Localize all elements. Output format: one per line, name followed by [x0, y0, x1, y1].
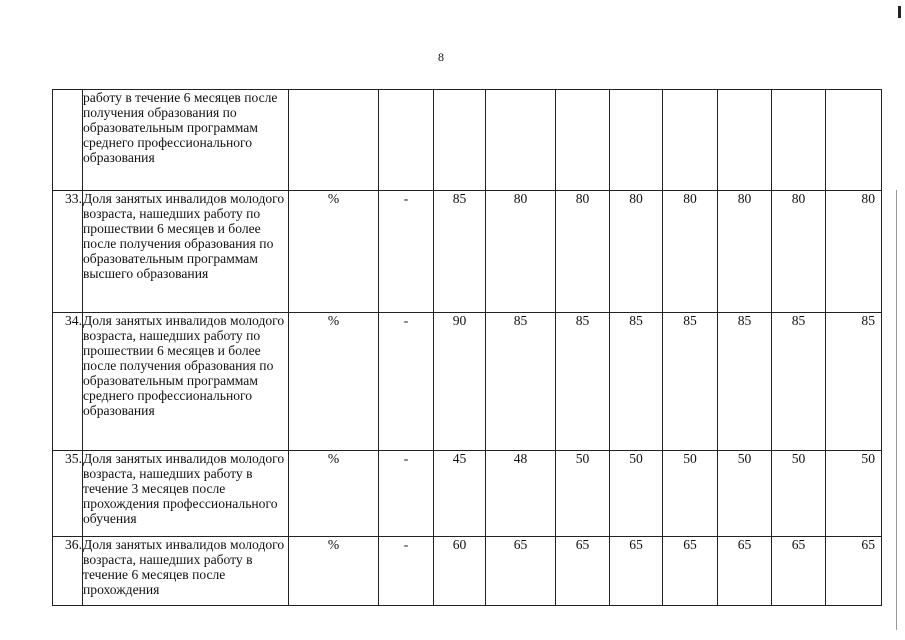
value-cell: 80: [772, 191, 826, 313]
value-cell: 85: [434, 191, 486, 313]
value-cell: 80: [556, 191, 610, 313]
value-cell: 85: [486, 313, 556, 451]
indicator-name: Доля занятых инвалидов молодого возраста, нашедших работу по прошествии 6 месяцев и более после получения образования по образовательным программам среднего профессионального образования: [83, 313, 289, 451]
value-cell: 65: [826, 537, 882, 606]
row-number: 33.: [53, 191, 83, 313]
value-cell: 48: [486, 451, 556, 537]
value-cell: [434, 90, 486, 191]
value-cell: 80: [718, 191, 772, 313]
page-number: 8: [438, 50, 444, 64]
value-cell: 85: [610, 313, 663, 451]
table-row: [53, 313, 882, 451]
value-cell: 85: [826, 313, 882, 451]
value-cell: 50: [772, 451, 826, 537]
value-cell: [486, 90, 556, 191]
row-number: 34.: [53, 313, 83, 451]
value-cell: 65: [663, 537, 718, 606]
value-cell: 65: [718, 537, 772, 606]
unit-cell: %: [289, 313, 379, 451]
value-cell: 65: [772, 537, 826, 606]
value-cell: 65: [486, 537, 556, 606]
scan-edge-mark: [898, 6, 901, 18]
value-cell: [772, 90, 826, 191]
base-value-cell: -: [379, 537, 434, 606]
table-row: [53, 451, 882, 537]
base-value-cell: -: [379, 451, 434, 537]
value-cell: 50: [718, 451, 772, 537]
value-cell: 85: [772, 313, 826, 451]
base-value-cell: -: [379, 191, 434, 313]
value-cell: 80: [486, 191, 556, 313]
value-cell: [610, 90, 663, 191]
value-cell: [556, 90, 610, 191]
value-cell: 60: [434, 537, 486, 606]
value-cell: 85: [556, 313, 610, 451]
unit-cell: %: [289, 451, 379, 537]
row-number: 35.: [53, 451, 83, 537]
unit-cell: [289, 90, 379, 191]
value-cell: 50: [663, 451, 718, 537]
value-cell: [718, 90, 772, 191]
value-cell: 65: [610, 537, 663, 606]
value-cell: 85: [718, 313, 772, 451]
value-cell: 90: [434, 313, 486, 451]
value-cell: 50: [826, 451, 882, 537]
value-cell: 85: [663, 313, 718, 451]
base-value-cell: [379, 90, 434, 191]
value-cell: 65: [556, 537, 610, 606]
indicator-name: Доля занятых инвалидов молодого возраста, нашедших работу в течение 3 месяцев после прохождения профессионального обучения: [83, 451, 289, 537]
value-cell: 50: [556, 451, 610, 537]
value-cell: 80: [826, 191, 882, 313]
row-number: [53, 90, 83, 191]
base-value-cell: -: [379, 313, 434, 451]
indicator-name: Доля занятых инвалидов молодого возраста, нашедших работу по прошествии 6 месяцев и более после получения образования по образовательным программам высшего образования: [83, 191, 289, 313]
indicator-name: работу в течение 6 месяцев после получения образования по образовательным программам среднего профессионального образования: [83, 90, 289, 191]
value-cell: 50: [610, 451, 663, 537]
indicators-table: [52, 89, 882, 606]
table-row: [53, 191, 882, 313]
indicator-name: Доля занятых инвалидов молодого возраста, нашедших работу в течение 6 месяцев после прохождения: [83, 537, 289, 606]
value-cell: [826, 90, 882, 191]
value-cell: 45: [434, 451, 486, 537]
value-cell: 80: [610, 191, 663, 313]
unit-cell: %: [289, 191, 379, 313]
value-cell: [663, 90, 718, 191]
table-row: [53, 537, 882, 606]
value-cell: 80: [663, 191, 718, 313]
table-row: [53, 90, 882, 191]
scan-border-line: [896, 190, 897, 630]
unit-cell: %: [289, 537, 379, 606]
row-number: 36.: [53, 537, 83, 606]
